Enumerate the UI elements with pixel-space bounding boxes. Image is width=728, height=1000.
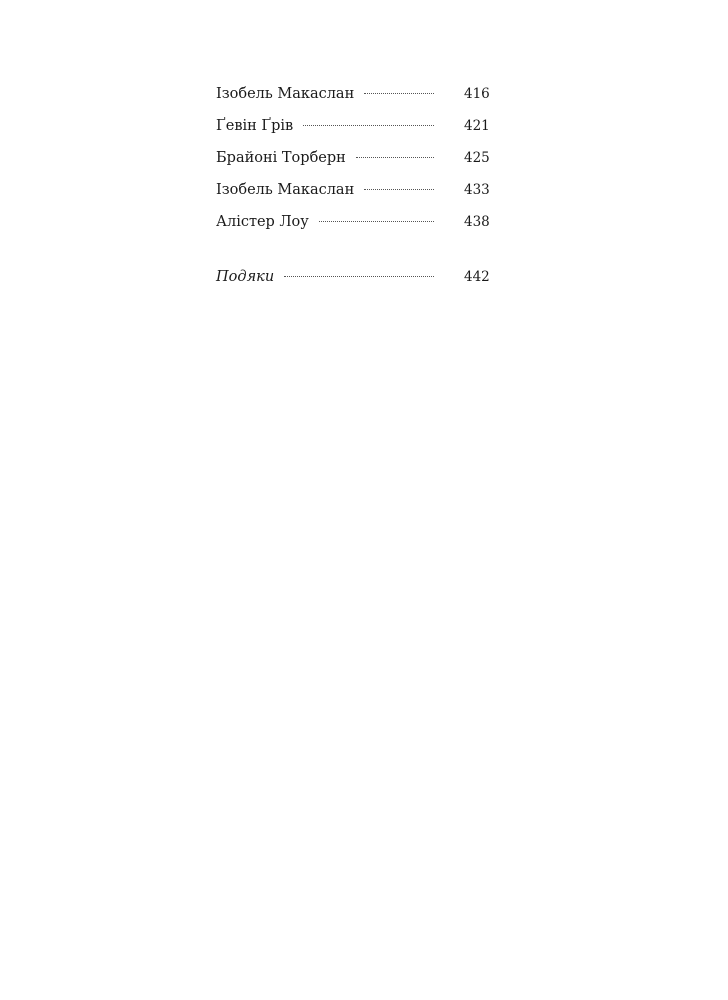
toc-entry-page: 438 xyxy=(464,214,490,230)
toc-entry[interactable] xyxy=(216,142,488,174)
dot-leader xyxy=(303,124,434,126)
toc-entry-page: 421 xyxy=(464,118,490,134)
toc-entry-title: Ґевін Ґрів xyxy=(216,118,294,134)
toc-entry[interactable] xyxy=(216,78,488,110)
toc-entry-page: 425 xyxy=(464,150,490,166)
toc-entry-page: 416 xyxy=(464,86,490,102)
toc-entry-title: Алістер Лоу xyxy=(216,214,309,230)
dot-leader xyxy=(364,188,434,190)
table-of-contents xyxy=(216,78,488,293)
toc-entry-acknowledgements[interactable] xyxy=(216,261,488,293)
toc-entry-title: Ізобель Макаслан xyxy=(216,86,355,102)
dot-leader xyxy=(284,275,434,277)
toc-entry-title: Ізобель Макаслан xyxy=(216,182,355,198)
toc-entry-title: Подяки xyxy=(216,269,275,285)
dot-leader xyxy=(356,156,434,158)
toc-entry[interactable] xyxy=(216,110,488,142)
toc-entry-page: 433 xyxy=(464,182,490,198)
dot-leader xyxy=(319,220,434,222)
toc-entry-title: Брайоні Торберн xyxy=(216,150,346,166)
toc-entry-page: 442 xyxy=(464,269,490,285)
dot-leader xyxy=(364,92,434,94)
toc-entry[interactable] xyxy=(216,206,488,238)
toc-entry[interactable] xyxy=(216,174,488,206)
